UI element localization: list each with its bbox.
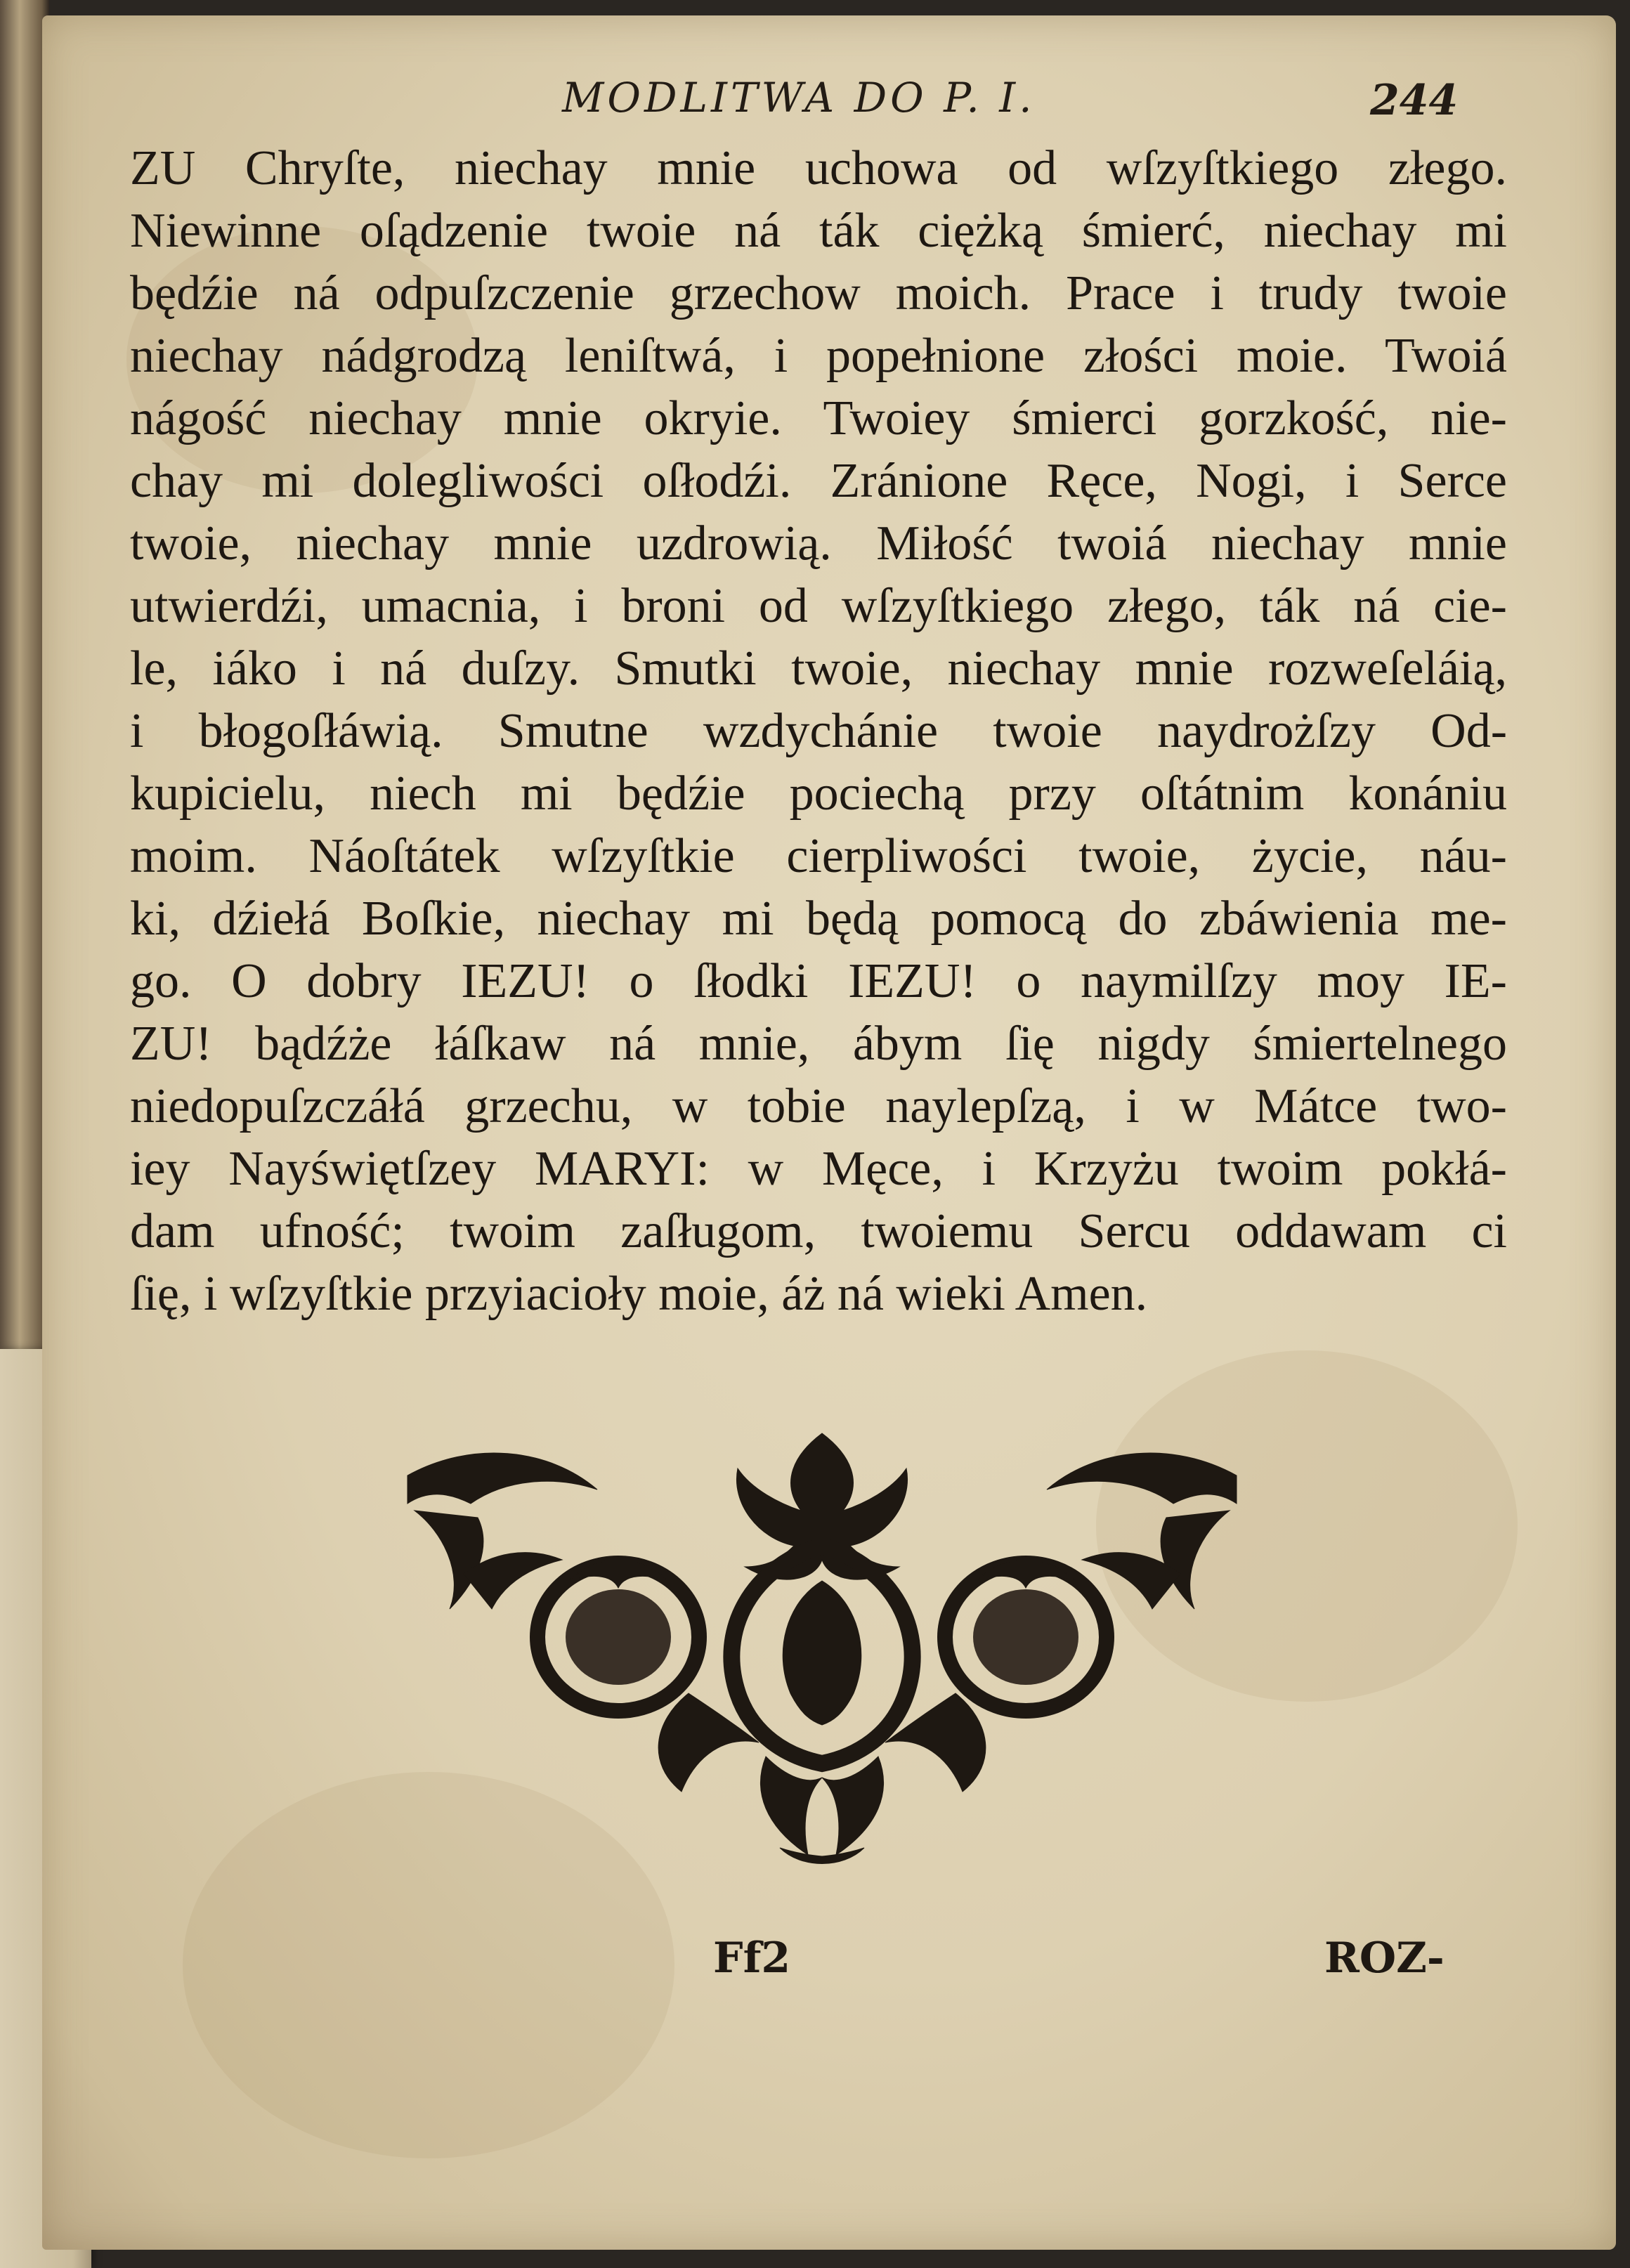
signature-mark: Ff2	[713, 1934, 791, 1983]
floral-ornament-icon	[386, 1426, 1258, 1876]
text-line: go. O dobry IEZU! o ſłodki IEZU! o naymilſzy moy IE-	[130, 954, 1507, 1008]
text-line: iey Nayświętſzey MARYI: w Męce, i Krzyżu twoim pokłá-	[130, 1142, 1507, 1196]
text-line: moim. Náoſtátek wſzyſtkie cierpliwości twoie, życie, náu-	[130, 829, 1507, 883]
text-line: będźie ná odpuſzczenie grzechow moich. Prace i trudy twoie	[130, 266, 1507, 320]
page-number: 244	[1370, 76, 1459, 125]
text-line: chay mi dolegliwości oſłodźi. Zránione Ręce, Nogi, i Serce	[130, 454, 1507, 508]
text-line: nágość niechay mnie okryie. Twoiey śmierci gorzkość, nie-	[130, 391, 1507, 445]
text-line: dam ufność; twoim zaſługom, twoiemu Sercu oddawam ci	[130, 1204, 1507, 1258]
text-line: ZU! bądźże łáſkaw ná mnie, ábym ſię nigdy śmiertelnego	[130, 1017, 1507, 1071]
text-line: le, iáko i ná duſzy. Smutki twoie, niechay mnie rozweſeláią,	[130, 641, 1507, 696]
text-line: niedopuſzczáłá grzechu, w tobie naylepſzą, i w Mátce two-	[130, 1079, 1507, 1133]
text-line: niechay nádgrodzą leniſtwá, i popełnione złości moie. Twoiá	[130, 329, 1507, 383]
text-line: i błogoſłáwią. Smutne wzdychánie twoie naydrożſzy Od-	[130, 704, 1507, 758]
running-head: MODLITWA DO P. I.	[562, 74, 1036, 122]
text-line: kupicielu, niech mi będźie pociechą przy oſtátnim konániu	[130, 767, 1507, 821]
prayer-text	[130, 137, 1507, 1325]
text-line: utwierdźi, umacnia, i broni od wſzyſtkiego złego, ták ná cie-	[130, 579, 1507, 633]
text-line: Niewinne oſądzenie twoie ná ták ciężką śmierć, niechay mi	[130, 204, 1507, 258]
text-line: twoie, niechay mnie uzdrowią. Miłość twoiá niechay mnie	[130, 516, 1507, 571]
text-line: ki, dźiełá Boſkie, niechay mi będą pomocą do zbáwienia me-	[130, 892, 1507, 946]
text-line: ſię, i wſzyſtkie przyiacioły moie, áż ná wieki Amen.	[130, 1267, 1148, 1321]
catchword: ROZ-	[1324, 1934, 1445, 1983]
text-line: ZU Chryſte, niechay mnie uchowa od wſzyſtkiego złego.	[130, 141, 1507, 195]
